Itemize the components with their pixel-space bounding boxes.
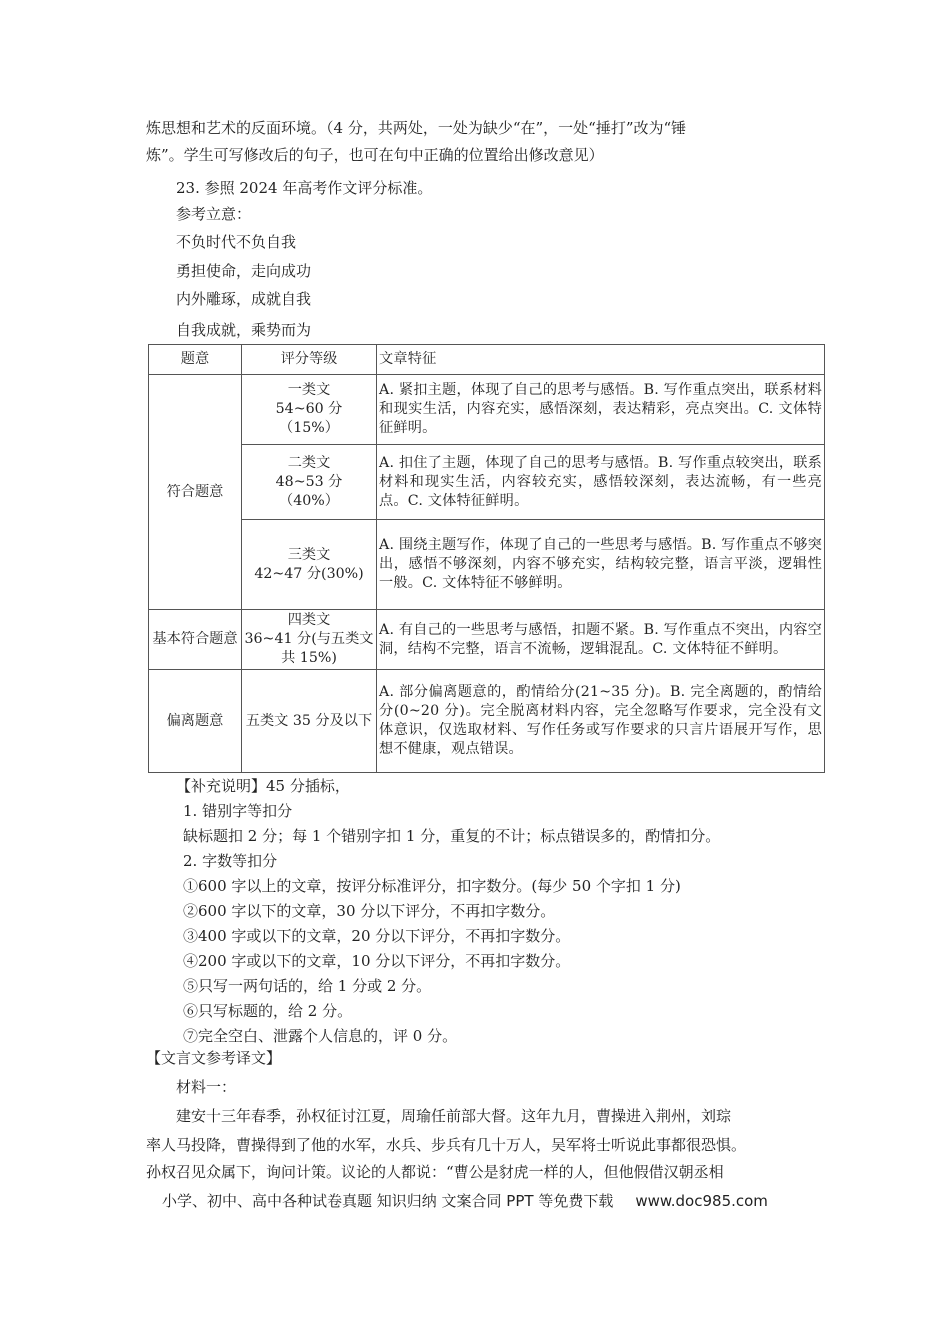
footer-url[interactable]: www.doc985.com xyxy=(635,1192,768,1210)
idea-3: 内外雕琢，成就自我 xyxy=(176,290,312,308)
grade-cell xyxy=(242,375,377,445)
rule-2: ②600 字以下的文章，30 分以下评分，不再扣字数分。 xyxy=(183,902,556,920)
feature-cell: A. 紧扣主题，体现了自己的思考与感悟。B. 写作重点突出，联系材料和现实生活，内容充实，感悟深刻，表达精彩，亮点突出。C. 文体特征鲜明。 xyxy=(377,375,825,445)
table-row xyxy=(149,520,825,610)
group-label-basic: 基本符合题意 xyxy=(149,610,242,670)
rule-3: ③400 字或以下的文章，20 分以下评分，不再扣字数分。 xyxy=(183,927,571,945)
feature-cell: A. 部分偏离题意的，酌情给分(21~35 分)。B. 完全离题的，酌情给分(0~20 分)。完全脱离材料内容，完全忽略写作要求，完全没有文体意识，仅选取材料、写作任务或写作要求的只言片语展开写作，思想不健康，观点错误。 xyxy=(377,670,825,773)
idea-4: 自我成就，乘势而为 xyxy=(176,321,312,339)
grade-score: 36~41 分(与五类文共 15%) xyxy=(244,631,374,666)
grade-cell xyxy=(242,670,377,773)
table-row xyxy=(149,375,825,445)
grade-name: 四类文 xyxy=(287,612,331,628)
grade-percent: （40%） xyxy=(279,492,339,509)
rule-5: ⑤只写一两句话的，给 1 分或 2 分。 xyxy=(183,977,432,995)
footer-banner xyxy=(162,1190,768,1211)
grade-score: 54~60 分 xyxy=(275,401,343,417)
translation-line-1: 建安十三年春季，孙权征讨江夏，周瑜任前部大督。这年九月，曹操进入荆州，刘琮 xyxy=(176,1107,732,1125)
translation-line-2: 率人马投降，曹操得到了他的水军，水兵、步兵有几十万人，吴军将士听说此事都很恐惧。 xyxy=(146,1136,747,1154)
grade-name: 五类文 35 分及以下 xyxy=(245,712,373,729)
grade-score: 42~47 分(30%) xyxy=(254,565,364,582)
feature-cell: A. 扣住了主题，体现了自己的思考与感悟。B. 写作重点较突出，联系材料和现实生活，内容较充实，感悟较深刻，表达流畅，有一些亮点。C. 文体特征鲜明。 xyxy=(377,445,825,520)
rule-7: ⑦完全空白、泄露个人信息的，评 0 分。 xyxy=(183,1027,458,1045)
grade-name: 一类文 xyxy=(287,382,331,398)
grade-name: 二类文 xyxy=(287,454,331,471)
supplement-item-1-detail: 缺标题扣 2 分；每 1 个错别字扣 1 分，重复的不计；标点错误多的，酌情扣分。 xyxy=(183,827,721,845)
grade-score: 48~53 分 xyxy=(275,473,343,490)
intro-line-1: 炼思想和艺术的反面环境。（4 分，共两处，一处为缺少“在”，一处“捶打”改为“锤 xyxy=(146,119,687,137)
translation-line-3: 孙权召见众属下，询问计策。议论的人都说：“曹公是豺虎一样的人，但他假借汉朝丞相 xyxy=(146,1163,724,1181)
grade-cell xyxy=(242,520,377,610)
header-topic: 题意 xyxy=(149,345,242,375)
group-label-fit: 符合题意 xyxy=(149,375,242,610)
group-label-off: 偏离题意 xyxy=(149,670,242,773)
rule-6: ⑥只写标题的，给 2 分。 xyxy=(183,1002,353,1020)
question-23: 23. 参照 2024 年高考作文评分标准。 xyxy=(176,179,433,197)
grade-cell xyxy=(242,610,377,670)
material-label: 材料一： xyxy=(176,1078,237,1096)
table-row xyxy=(149,670,825,773)
idea-2: 勇担使命，走向成功 xyxy=(176,262,312,280)
feature-cell: A. 围绕主题写作，体现了自己的一些思考与感悟。B. 写作重点不够突出，感悟不够深刻，内容不够充实，结构较完整，语言平淡，逻辑性一般。C. 文体特征不够鲜明。 xyxy=(377,520,825,610)
translation-title: 【文言文参考译文】 xyxy=(146,1049,282,1067)
grade-percent: （15%） xyxy=(279,420,339,436)
intro-line-2: 炼”。学生可写修改后的句子，也可在句中正确的位置给出修改意见） xyxy=(146,146,604,164)
header-grade: 评分等级 xyxy=(242,345,377,375)
rule-4: ④200 字或以下的文章，10 分以下评分，不再扣字数分。 xyxy=(183,952,571,970)
supplement-item-2: 2. 字数等扣分 xyxy=(183,852,278,870)
supplement-item-1: 1. 错别字等扣分 xyxy=(183,802,293,820)
grade-cell xyxy=(242,445,377,520)
supplement-title: 【补充说明】45 分插标， xyxy=(176,777,350,795)
grade-name: 三类文 xyxy=(287,546,331,563)
reference-title: 参考立意： xyxy=(176,205,252,223)
table-header-row xyxy=(149,345,825,375)
idea-1: 不负时代不负自我 xyxy=(176,233,297,251)
table-row xyxy=(149,610,825,670)
rule-1: ①600 字以上的文章，按评分标准评分，扣字数分。(每少 50 个字扣 1 分) xyxy=(183,877,681,895)
table-row xyxy=(149,445,825,520)
scoring-table xyxy=(148,344,825,773)
feature-cell: A. 有自己的一些思考与感悟，扣题不紧。B. 写作重点不突出，内容空洞，结构不完整，语言不流畅，逻辑混乱。C. 文体特征不鲜明。 xyxy=(377,610,825,670)
footer-text: 小学、初中、高中各种试卷真题 知识归纳 文案合同 PPT 等免费下载 xyxy=(162,1192,614,1210)
header-features: 文章特征 xyxy=(377,345,825,375)
